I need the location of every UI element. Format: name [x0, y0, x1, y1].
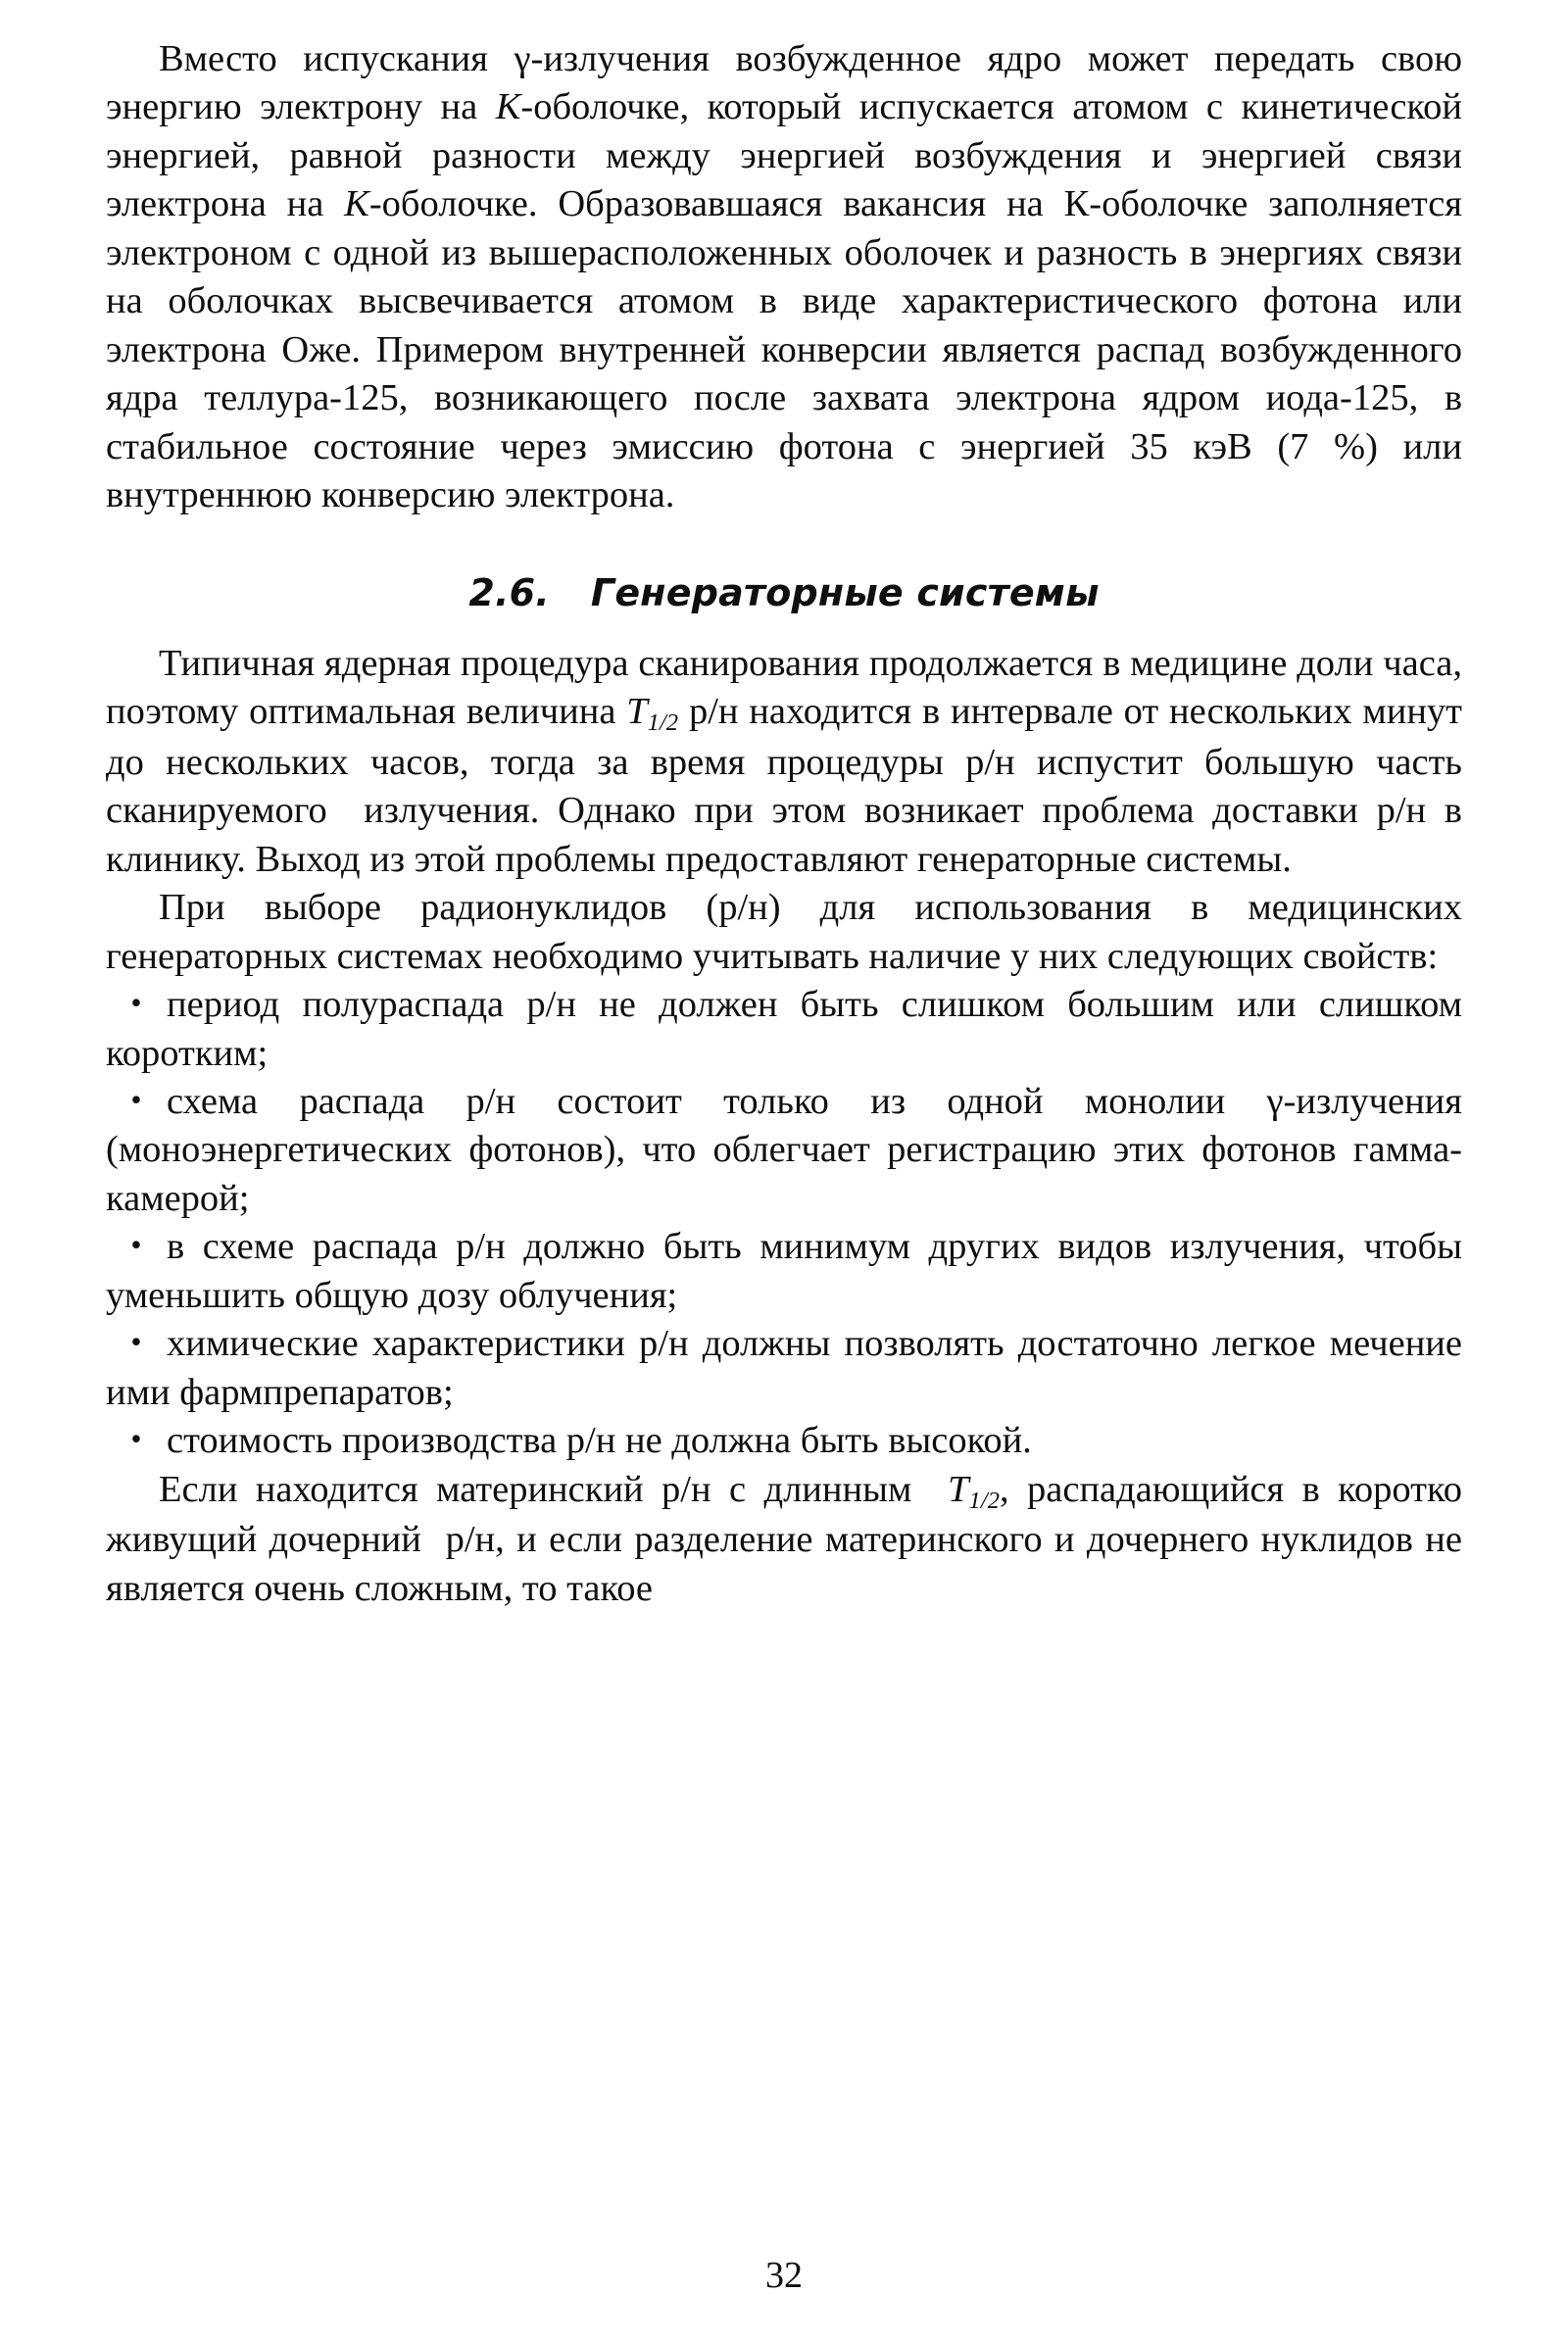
intro-paragraph: [106, 35, 1462, 520]
list-item: [106, 981, 1462, 1078]
bullet-icon: •: [130, 1421, 142, 1457]
list-item-label: схема распада р/н состоит только из одной монолии γ-излучения (моноэнергетических фотонов), что облегчает регистрацию этих фотонов гамма-камерой;: [106, 1080, 1462, 1219]
bullet-icon: •: [130, 1081, 142, 1117]
bullet-icon: •: [130, 1227, 142, 1263]
list-item: [106, 1078, 1462, 1223]
bullet-icon: •: [130, 985, 142, 1021]
paragraph-selection-criteria: При выборе радионуклидов (р/н) для использования в медицинских генераторных системах необходимо учитывать наличие у них следующих свойств:: [106, 887, 1462, 977]
list-item-label: в схеме распада р/н должно быть минимум других видов излучения, чтобы уменьшить общую дозу облучения;: [106, 1226, 1462, 1316]
paragraph-typical-procedure: Типичная ядерная процедура сканирования продолжается в медицине доли часа, поэтому оптимальная величина $T_{1/2}$ р/н находится в интервале от нескольких минут до нескольких часов, тогда за время процедуры р/н испустит большую часть сканируемого излучения. Однако при этом возникает проблема доставки р/н в клинику. Выход из этой проблемы предоставляют генераторные системы.: [106, 642, 1462, 880]
page-number: 32: [765, 2255, 803, 2296]
paragraph-parent-daughter: Если находится материнский р/н с длинным $T_{1/2}$, распадающийся в коротко живущий дочерний р/н, и если разделение материнского и дочернего нуклидов не является очень сложным, то такое: [106, 1468, 1462, 1609]
section-number: 2.6.: [468, 570, 550, 614]
list-item-label: химические характеристики р/н должны позволять достаточно легкое мечение ими фармпрепаратов;: [106, 1323, 1462, 1413]
list-item-label: период полураспада р/н не должен быть слишком большим или слишком коротким;: [106, 984, 1462, 1074]
list-item: [106, 1320, 1462, 1417]
list-item: [106, 1417, 1462, 1465]
criteria-list: [106, 981, 1462, 1466]
list-item: [106, 1223, 1462, 1320]
section-heading: [106, 571, 1462, 614]
bullet-icon: •: [130, 1324, 142, 1360]
section-title-text: Генераторные системы: [590, 570, 1100, 614]
intro-paragraph-text: Вместо испускания γ-излучения возбужденное ядро может передать свою энергию электрону на K-оболочке, который испускается атомом с кинетической энергией, равной разности между энергией возбуждения и энергией связи электрона на K-оболочке. Образовавшаяся вакансия на К-оболочке заполняется электроном с одной из вышерасположенных оболочек и разность в энергиях связи на оболочках высвечивается атомом в виде характеристического фотона или электрона Оже. Примером внутренней конверсии является распад возбужденного ядра теллура-125, возникающего после захвата электрона ядром иода-125, в стабильное состояние через эмиссию фотона с энергией 35 кэВ (7 %) или внутреннюю конверсию электрона.: [106, 38, 1463, 516]
list-item-label: стоимость производства р/н не должна быть высокой.: [167, 1420, 1032, 1462]
